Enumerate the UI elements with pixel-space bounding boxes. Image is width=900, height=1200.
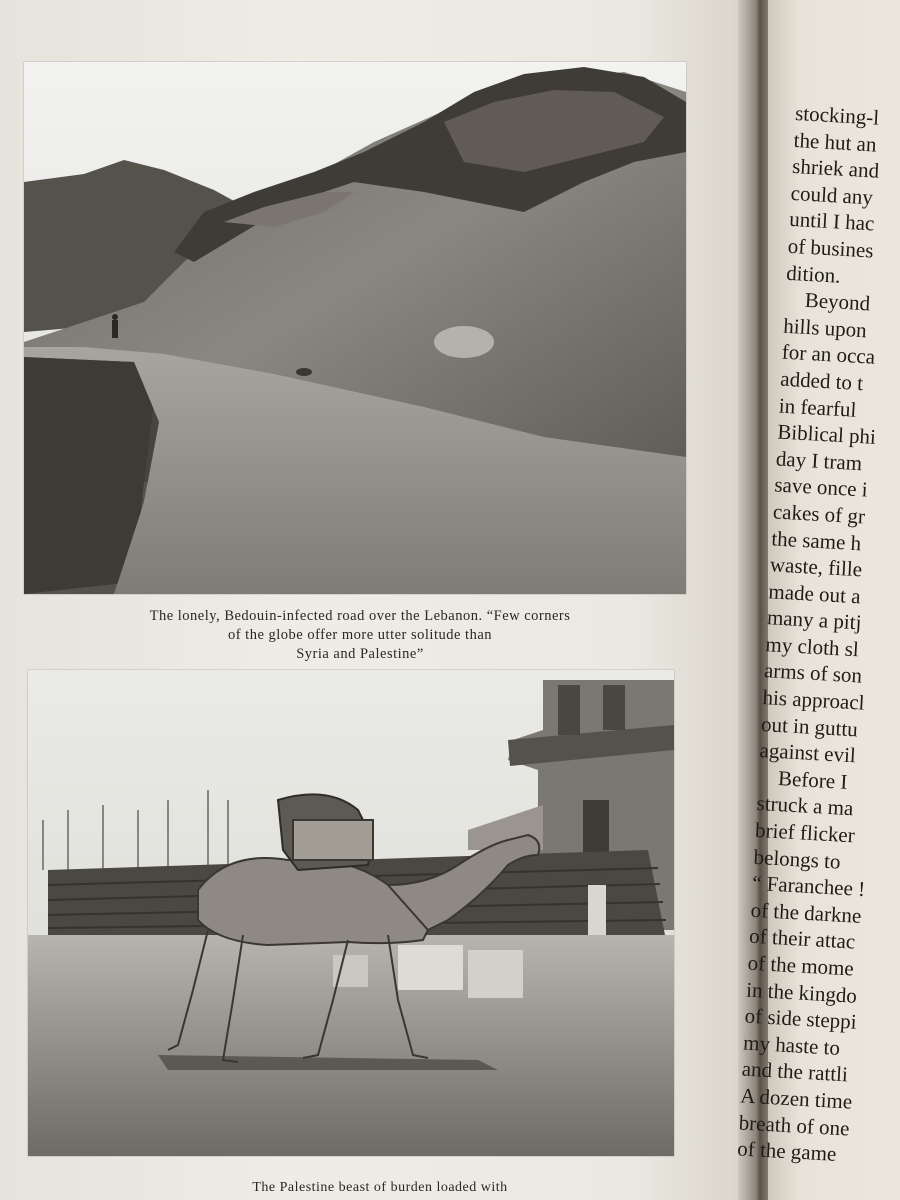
camel-photo — [28, 670, 674, 1156]
right-page-line: his approacl — [761, 685, 866, 715]
right-page-line: breath of one — [738, 1109, 851, 1141]
top-caption-line-2: of the globe offer more utter solitude than — [227, 627, 493, 643]
right-page-line: Beyond — [804, 287, 871, 316]
right-page-line: the same h — [770, 525, 862, 555]
right-page-line: made out a — [767, 578, 862, 609]
right-page-line: and the rattli — [741, 1056, 849, 1087]
right-page-line: of the mome — [747, 950, 855, 981]
right-page-line: many a pitj — [766, 605, 863, 635]
right-page-line: in the kingdo — [745, 977, 858, 1008]
right-page-line: belongs to — [753, 844, 842, 874]
right-page-line: shriek and — [791, 154, 880, 183]
right-page-line: struck a ma — [756, 791, 854, 821]
top-photo-caption — [60, 607, 660, 664]
right-page-line: “ Faranchee ! — [751, 871, 866, 902]
right-page-line: of the darkne — [750, 897, 863, 928]
right-page-line: my cloth sl — [764, 632, 860, 662]
right-page-line: A dozen time — [739, 1083, 853, 1114]
right-page-line: my haste to — [742, 1030, 841, 1060]
right-page-line: of the game — [736, 1136, 838, 1167]
right-page-line: could any — [790, 180, 874, 210]
right-page-line: until I hac — [788, 207, 876, 236]
right-page-line: brief flicker — [754, 817, 856, 848]
right-page-line: cakes of gr — [772, 499, 866, 529]
right-page-line: hills upon — [782, 313, 868, 343]
right-page-line: of busines — [787, 233, 875, 263]
right-page-line: added to t — [779, 366, 864, 396]
right-page-line: dition. — [785, 260, 842, 288]
lebanon-road-photo — [24, 62, 686, 594]
right-page-line: stocking-l — [794, 100, 880, 130]
right-page-line: in fearful — [778, 393, 858, 422]
top-caption-line-3: Syria and Palestine” — [296, 646, 424, 662]
right-page-line: out in guttu — [760, 711, 859, 742]
right-page-line: Biblical phi — [776, 419, 877, 450]
top-caption-line-1: The lonely, Bedouin-infected road over the Lebanon. “Few corners — [149, 608, 571, 624]
right-page-line: Before I — [777, 765, 849, 794]
right-page-line: for an occa — [781, 339, 876, 370]
right-page-line: of their attac — [748, 924, 856, 955]
right-page-line: day I tram — [775, 446, 863, 475]
right-page-line: the hut an — [793, 127, 878, 157]
right-page-line: waste, fille — [769, 552, 863, 582]
right-page-line: of side steppi — [744, 1003, 858, 1034]
right-page-line: save once i — [773, 472, 869, 502]
right-page-line: arms of son — [763, 658, 863, 689]
bottom-photo-caption: The Palestine beast of burden loaded with — [252, 1180, 508, 1195]
right-page-line: against evil — [758, 738, 857, 768]
